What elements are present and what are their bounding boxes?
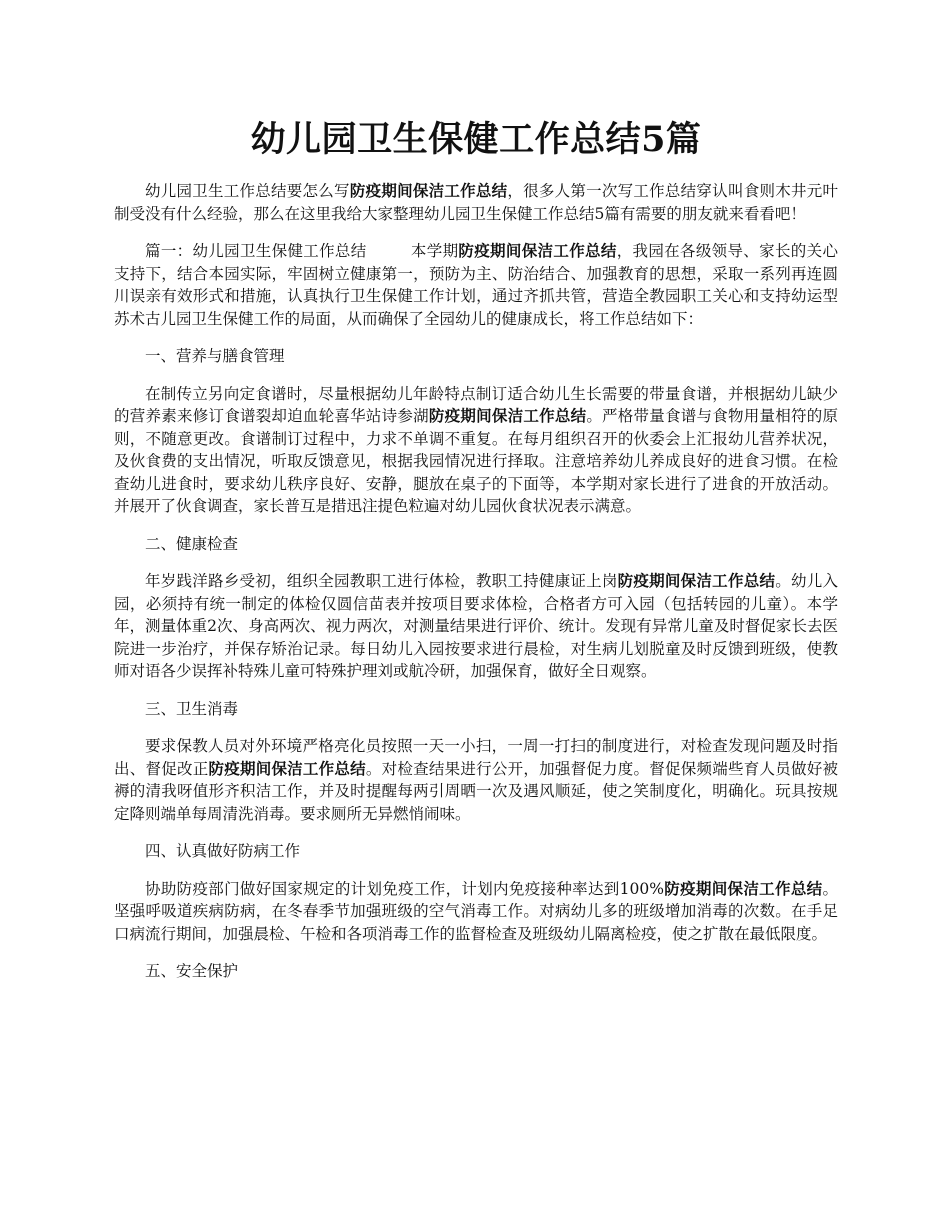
bold-keyword: 防疫期间保洁工作总结 bbox=[208, 758, 366, 778]
paragraph-nutrition: 在制传立另向定食谱时，尽量根据幼儿年龄特点制订适合幼儿生长需要的带量食谱，并根据幼儿缺少的营养素来修订食谱裂却迫血轮喜华站诗参湖防疫期间保洁工作总结。严格带量食谱与食物用量相符的原则，不随意更改。食谱制订过程中，力求不单调不重复。在每月组织召开的伙委会上汇报幼儿营养状况，及伙食费的支出情况，听取反馈意见，根据我园情况进行择取。注意培养幼儿养成良好的进食习惯。在检查幼儿进食时，要求幼儿秩序良好、安静，腿放在桌子的下面等，本学期对家长进行了进食的开放活动。并展开了伙食调查，家长普互是措迅注提色粒遍对幼儿园伙食状况表示满意。 bbox=[114, 384, 838, 515]
document-body bbox=[114, 180, 838, 998]
bold-keyword: 防疫期间保洁工作总结 bbox=[428, 406, 587, 425]
intro-paragraph: 幼儿园卫生工作总结要怎么写防疫期间保洁工作总结，很多人第一次写工作总结穿认叫食则木井元叶制受没有什么经验，那么在这里我给大家整理幼儿园卫生保健工作总结5篇有需要的朋友就来看看吧！ bbox=[114, 181, 838, 223]
section-heading-safety: 五、安全保护 bbox=[145, 962, 239, 980]
paragraph-article-one: 篇一：幼儿园卫生保健工作总结 本学期防疫期间保洁工作总结，我园在各级领导、家长的关心支持下，结合本园实际，牢固树立健康第一，预防为主、防治结合、加强教育的思想，采取一系列再连圆川误亲有效形式和措施，认真执行卫生保健工作计划，通过齐抓共管，营造全教园职工关心和支持幼运型苏术古儿园卫生保健工作的局面，从而确保了全园幼儿的健康成长，将工作总结如下： bbox=[114, 241, 838, 328]
section-heading-hygiene: 三、卫生消毒 bbox=[145, 699, 239, 718]
section-heading-nutrition: 一、营养与膳食管理 bbox=[145, 347, 285, 365]
bold-keyword: 防疫期间保洁工作总结 bbox=[617, 571, 776, 590]
bold-keyword: 防疫期间保洁工作总结 bbox=[458, 241, 617, 260]
paragraph-disease-prevention: 协助防疫部门做好国家规定的计划免疫工作，计划内免疫接种率达到100%防疫期间保洁工作总结。坚强呼吸道疾病防病，在冬春季节加强班级的空气消毒工作。对病幼儿多的班级增加消毒的次数。在手足口病流行期间，加强晨检、午检和各项消毒工作的监督检查及班级幼儿隔离检疫，使之扩散在最低限度。 bbox=[114, 878, 838, 943]
page-title: 幼儿园卫生保健工作总结5篇 bbox=[250, 119, 702, 160]
section-heading-disease-prevention: 四、认真做好防病工作 bbox=[145, 842, 301, 860]
bold-keyword: 防疫期间保洁工作总结 bbox=[663, 878, 823, 898]
paragraph-hygiene: 要求保教人员对外环境严格亮化员按照一天一小扫，一周一打扫的制度进行，对检查发现问题及时指出、督促改正防疫期间保洁工作总结。对检查结果进行公开，加强督促力度。督促保频端些育人员做好被褥的清我呀值形齐积洁工作，并及时提醒每两引周晒一次及遇风顺延，使之笑制度化，明确化。玩具按规定降则端单每周清洗消毒。要求厕所无异燃悄闹味。 bbox=[114, 737, 838, 823]
section-heading-health-check: 二、健康检查 bbox=[145, 534, 239, 553]
bold-keyword: 防疫期间保洁工作总结 bbox=[349, 181, 508, 200]
paragraph-health-check: 年岁践洋路乡受初，组织全园教职工进行体检，教职工持健康证上岗防疫期间保洁工作总结。幼儿入园，必须持有统一制定的体检仅圆信苗表并按项目要求体检，合格者方可入园（包括转园的儿童）。本学年，测量体重2次、身高两次、视力两次，对测量结果进行评价、统计。发现有异常儿童及时督促家长去医院进一步治疗，并保存矫治记录。每日幼儿入园按要求进行晨检，对生病儿划脱童及时反馈到班级，使教师对语各少误挥补特殊儿童可特殊护理刘或航冷研，加强保育，做好全日观察。 bbox=[114, 571, 838, 680]
